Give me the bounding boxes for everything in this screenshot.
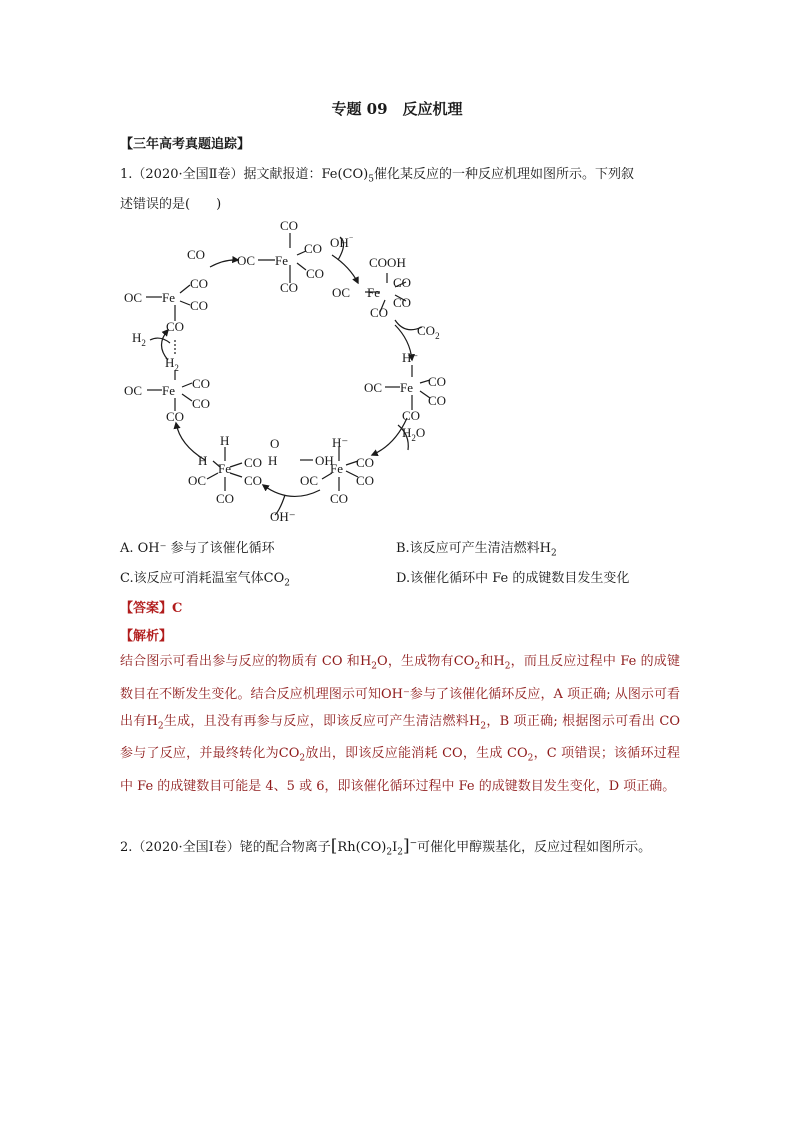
co-lt-2: CO (190, 298, 209, 313)
q1-text-a: 1.（2020·全国Ⅱ卷）据文献报道：Fe(CO) (120, 167, 369, 182)
an-c: O，生成物有CO (377, 654, 475, 669)
co-bl-1: CO (244, 455, 263, 470)
h2o-label (402, 425, 425, 443)
co-rt-2: CO (393, 295, 412, 310)
q2-formula-a: Rh(CO) (337, 840, 387, 855)
h2o-sub: 2 (411, 433, 416, 443)
q2-prefix: 2.（2020·全国Ⅰ卷）铑的配合物离子 (120, 840, 331, 855)
an-l: 2 (299, 753, 306, 764)
q2-bracket-close: ] (402, 836, 410, 856)
h-oh-o: O (270, 436, 280, 451)
co2-text: CO (417, 323, 436, 338)
an-o: ，C 项错误；该循环过程中 Fe 的成键数目可能是 4、5 或 6，即该催化循环过程中 Fe 的成键数目发生变化，D 项正确。 (120, 746, 680, 794)
oh-label (330, 234, 354, 250)
h2-bound-sub: 2 (174, 363, 179, 373)
option-b-sub: 2 (551, 548, 557, 559)
analysis-label: 【解析】 (120, 629, 173, 644)
q2-bracket-open: [ (330, 836, 338, 856)
co-rm-1: CO (428, 374, 447, 389)
h-oh-label: OH (315, 453, 334, 468)
q2-suffix: 可催化甲醇羰基化，反应过程如图所示。 (417, 840, 652, 855)
co-br-2: CO (356, 473, 375, 488)
option-b (396, 537, 557, 559)
oc-top: OC (237, 253, 256, 268)
h-oh-h: H (268, 453, 278, 468)
an-e: 和H (480, 654, 505, 669)
option-c (120, 567, 290, 589)
cooh-label: COOH (369, 255, 406, 270)
oh-text: OH (330, 235, 349, 250)
fe-left-mid: Fe (162, 383, 175, 398)
an-j: 2 (480, 721, 487, 732)
q1-text-b: 催化某反应的一种反应机理如图所示。下列叙 (373, 167, 634, 182)
q2-sub2: 2 (397, 847, 403, 858)
co-bl-3: CO (216, 491, 235, 506)
h2-bound (165, 355, 179, 373)
oc-left-top: OC (124, 290, 143, 305)
h2o-o: O (415, 425, 426, 440)
question-1-line-1 (120, 163, 634, 185)
co-lm-3: CO (166, 409, 185, 424)
section-heading: 【三年高考真题追踪】 (120, 137, 251, 152)
an-i: 生成，且没有再参与反应，即该反应可产生清洁燃料H (163, 713, 481, 729)
co-br-3: CO (330, 491, 349, 506)
co-bl-2: CO (244, 473, 263, 488)
h-minus-right: H⁻ (402, 350, 419, 365)
oc-right-mid: OC (364, 380, 383, 395)
fe-right-top: Fe (367, 285, 380, 300)
answer-value: C (172, 601, 183, 616)
h-top-bl: H (220, 433, 230, 448)
an-d: 2 (474, 661, 481, 672)
h-side-bl: H (198, 453, 208, 468)
co-lt-3: CO (166, 319, 185, 334)
fe-bottom-left: Fe (218, 461, 231, 476)
fe-left-top: Fe (162, 290, 175, 305)
co-top-4: CO (280, 280, 299, 295)
co-top-3: CO (306, 266, 325, 281)
page-title: 专题 09 反应机理 (331, 100, 463, 118)
an-h: 2 (157, 721, 164, 732)
q1-sub: 5 (368, 174, 374, 185)
h2-free-sub: 2 (141, 338, 146, 348)
co-rm-2: CO (428, 393, 447, 408)
h2-free (132, 330, 146, 348)
question-1-line-2: 述错误的是( ) (120, 197, 222, 212)
question-2 (120, 836, 651, 858)
co-rt-1: CO (393, 275, 412, 290)
fe-bottom-right: Fe (330, 461, 343, 476)
co-rm-3: CO (402, 408, 421, 423)
fe-right-mid: Fe (400, 380, 413, 395)
analysis-text (120, 648, 680, 800)
h2o-h: H (402, 425, 412, 440)
h2-free-text: H (132, 330, 142, 345)
co2-label (417, 323, 440, 341)
an-a: 结合图示可看出参与反应的物质有 CO 和H (120, 654, 372, 669)
an-b: 2 (371, 661, 378, 672)
h2-bound-text: H (165, 355, 175, 370)
answer-label: 【答案】 (120, 601, 173, 616)
oc-left-mid: OC (124, 383, 143, 398)
an-n: 2 (527, 753, 534, 764)
reaction-mechanism-diagram (110, 215, 480, 530)
co-lt-1: CO (190, 276, 209, 291)
q2-sub1: 2 (386, 847, 393, 858)
oc-bottom-right: OC (300, 473, 319, 488)
an-g: ，而且反应过程中 Fe 的成键数目在不断发生变化。结合反应机理图示可知OH⁻参与了该催化循环反应，A 项正确; 从图示可看出有H (120, 654, 680, 729)
option-d: D.该催化循环中 Fe 的成键数目发生变化 (396, 571, 630, 586)
co-top-1: CO (280, 218, 299, 233)
answer (120, 597, 182, 616)
an-f: 2 (504, 661, 511, 672)
oh-minus: ⁻ (348, 234, 354, 244)
co-top-2: CO (304, 241, 323, 256)
q2-sup: − (409, 838, 418, 849)
oh-minus-bottom: OH⁻ (270, 509, 296, 524)
an-m: 放出，即该反应能消耗 CO，生成 CO (305, 746, 528, 762)
co-lm-1: CO (192, 376, 211, 391)
an-k: ，B 项正确; 根据图示可看出 CO 参与了反应，并最终转化为CO (120, 713, 681, 762)
option-a: A. OH⁻ 参与了该催化循环 (120, 541, 275, 556)
oc-bottom-left: OC (188, 473, 207, 488)
option-c-text: C.该反应可消耗温室气体CO (120, 571, 285, 586)
co-lm-2: CO (192, 396, 211, 411)
co2-sub: 2 (435, 331, 440, 341)
co-br-1: CO (356, 455, 375, 470)
co-rt-3: CO (370, 305, 389, 320)
fe-top: Fe (275, 253, 288, 268)
q2-formula-b: I (392, 840, 398, 855)
option-b-text: B.该反应可产生清洁燃料H (396, 541, 552, 556)
oc-right-top: OC (332, 285, 351, 300)
co-free-top: CO (187, 247, 206, 262)
h-minus-bottom: H⁻ (332, 435, 349, 450)
option-c-sub: 2 (284, 578, 290, 589)
